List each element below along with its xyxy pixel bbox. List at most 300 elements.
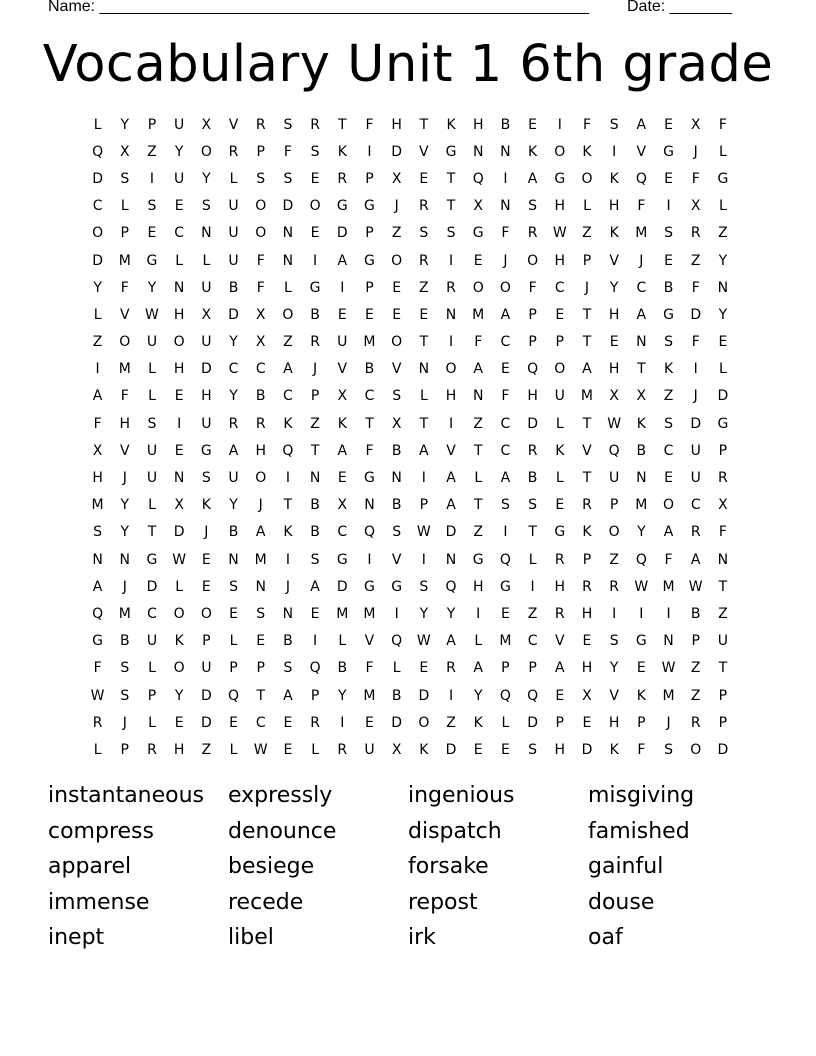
grid-letter: R <box>582 497 592 514</box>
grid-letter: Z <box>609 551 619 568</box>
grid-letter: H <box>173 741 185 758</box>
grid-letter: U <box>201 415 212 432</box>
grid-letter: F <box>691 279 700 296</box>
grid-letter: E <box>174 388 184 405</box>
grid-letter: Z <box>147 143 157 160</box>
grid-letter: Q <box>608 442 620 459</box>
grid-letter: B <box>500 116 511 133</box>
grid-letter: A <box>473 361 483 378</box>
grid-letter: S <box>664 225 673 242</box>
grid-letter: A <box>500 306 511 323</box>
grid-letter: E <box>555 497 565 514</box>
grid-letter: X <box>609 388 619 405</box>
grid-letter: D <box>445 524 457 541</box>
grid-letter: F <box>120 388 129 405</box>
grid-letter: L <box>392 660 401 677</box>
grid-letter: P <box>718 442 728 459</box>
grid-letter: P <box>256 143 265 160</box>
grid-letter: X <box>174 497 184 514</box>
grid-letter: A <box>310 578 320 595</box>
grid-letter: H <box>581 605 593 622</box>
grid-row <box>84 111 737 138</box>
word-bank-item: inept <box>48 925 105 950</box>
grid-letter: P <box>202 633 211 650</box>
grid-letter: X <box>201 116 212 133</box>
grid-letter: V <box>636 143 647 160</box>
name-field-label: Name: _______________________________________________________ <box>48 0 589 15</box>
grid-letter: K <box>609 225 619 242</box>
grid-letter: C <box>500 442 511 459</box>
grid-letter: J <box>285 578 290 595</box>
grid-letter: T <box>718 660 728 677</box>
grid-letter: G <box>364 198 375 215</box>
grid-letter: U <box>690 470 701 487</box>
grid-letter: K <box>283 524 293 541</box>
grid-letter: P <box>365 170 374 187</box>
grid-letter: L <box>148 714 156 731</box>
grid-row <box>84 301 737 328</box>
grid-letter: K <box>555 442 565 459</box>
grid-letter: F <box>501 388 510 405</box>
grid-letter: Y <box>229 388 238 405</box>
grid-letter: G <box>663 143 674 160</box>
grid-letter: M <box>499 633 512 650</box>
grid-letter: Y <box>637 524 646 541</box>
grid-letter: E <box>256 633 266 650</box>
grid-letter: A <box>473 660 483 677</box>
grid-letter: Y <box>120 524 130 541</box>
grid-letter: O <box>418 714 430 731</box>
grid-letter: U <box>364 741 375 758</box>
grid-letter: X <box>582 687 592 704</box>
grid-letter: Y <box>718 306 728 323</box>
grid-letter: G <box>717 170 729 187</box>
grid-letter: D <box>282 198 294 215</box>
grid-letter: K <box>201 497 211 514</box>
grid-letter: B <box>119 633 130 650</box>
grid-letter: M <box>635 497 648 514</box>
grid-letter: A <box>283 687 293 704</box>
grid-letter: S <box>528 741 538 758</box>
grid-letter: S <box>664 741 673 758</box>
grid-letter: V <box>119 442 130 459</box>
grid-letter: P <box>120 225 129 242</box>
grid-letter: R <box>446 279 456 296</box>
grid-letter: J <box>313 361 318 378</box>
grid-letter: H <box>255 442 266 459</box>
grid-letter: E <box>201 551 211 568</box>
grid-letter: X <box>636 388 647 405</box>
grid-letter: I <box>367 143 372 160</box>
word-bank-item: expressly <box>228 783 333 808</box>
grid-letter: U <box>174 116 185 133</box>
grid-letter: E <box>636 660 646 677</box>
grid-letter: A <box>500 470 511 487</box>
grid-letter: N <box>445 306 457 323</box>
grid-letter: O <box>608 524 620 541</box>
grid-letter: I <box>476 605 481 622</box>
grid-letter: P <box>691 633 700 650</box>
grid-letter: L <box>229 741 238 758</box>
grid-letter: Z <box>690 687 701 704</box>
grid-letter: Q <box>92 143 104 160</box>
grid-letter: O <box>173 334 185 351</box>
grid-letter: E <box>609 334 619 351</box>
grid-row <box>84 519 737 546</box>
grid-letter: N <box>418 361 430 378</box>
grid-letter: J <box>584 279 590 296</box>
grid-letter: L <box>148 660 156 677</box>
grid-letter: E <box>283 741 293 758</box>
grid-letter: S <box>120 660 130 677</box>
grid-letter: Y <box>609 279 619 296</box>
grid-letter: U <box>201 660 212 677</box>
grid-letter: U <box>690 442 701 459</box>
grid-letter: E <box>582 714 592 731</box>
grid-letter: M <box>118 605 131 622</box>
grid-letter: Q <box>309 660 321 677</box>
grid-letter: L <box>93 741 102 758</box>
grid-letter: R <box>609 578 620 595</box>
grid-letter: E <box>310 225 320 242</box>
grid-letter: U <box>174 170 185 187</box>
grid-letter: G <box>336 551 348 568</box>
grid-letter: L <box>148 497 156 514</box>
grid-letter: H <box>554 198 566 215</box>
grid-letter: T <box>310 442 320 459</box>
word-bank-item: irk <box>408 925 436 950</box>
grid-letter: S <box>419 578 429 595</box>
grid-letter: R <box>337 170 348 187</box>
grid-letter: P <box>528 334 537 351</box>
word-bank-item: misgiving <box>588 783 695 808</box>
grid-letter: K <box>473 714 483 731</box>
grid-letter: S <box>310 551 320 568</box>
grid-letter: P <box>528 660 537 677</box>
grid-letter: F <box>256 252 265 269</box>
grid-letter: D <box>391 143 403 160</box>
grid-letter: J <box>666 714 671 731</box>
grid-letter: R <box>690 225 701 242</box>
grid-letter: D <box>690 415 702 432</box>
grid-letter: F <box>664 551 673 568</box>
grid-letter: I <box>693 361 698 378</box>
grid-letter: L <box>120 198 129 215</box>
grid-letter: Y <box>174 687 184 704</box>
grid-letter: F <box>474 334 483 351</box>
grid-row <box>84 138 737 165</box>
grid-letter: G <box>336 198 348 215</box>
grid-letter: P <box>256 660 265 677</box>
grid-letter: W <box>607 415 622 432</box>
grid-letter: I <box>612 605 617 622</box>
grid-letter: G <box>554 524 566 541</box>
grid-letter: S <box>256 170 266 187</box>
grid-letter: P <box>147 687 157 704</box>
grid-letter: I <box>421 470 426 487</box>
grid-letter: L <box>175 578 184 595</box>
grid-row <box>84 247 737 274</box>
grid-letter: N <box>636 470 647 487</box>
grid-letter: T <box>419 415 429 432</box>
grid-letter: F <box>691 170 700 187</box>
grid-letter: Z <box>391 225 402 242</box>
grid-letter: H <box>445 388 457 405</box>
grid-letter: T <box>582 306 592 323</box>
grid-letter: O <box>92 225 104 242</box>
grid-letter: I <box>639 605 644 622</box>
grid-letter: A <box>92 388 103 405</box>
grid-letter: Y <box>120 116 130 133</box>
word-bank-item: besiege <box>228 854 315 879</box>
grid-letter: G <box>554 170 566 187</box>
grid-letter: R <box>255 415 266 432</box>
grid-letter: S <box>120 687 130 704</box>
grid-letter: G <box>364 252 375 269</box>
word-bank-item: recede <box>228 889 304 915</box>
grid-letter: S <box>528 497 538 514</box>
grid-letter: I <box>285 470 290 487</box>
grid-letter: Z <box>310 415 320 432</box>
grid-letter: N <box>500 143 511 160</box>
grid-letter: E <box>473 741 483 758</box>
grid-letter: O <box>554 361 566 378</box>
grid-letter: Z <box>473 415 484 432</box>
grid-letter: G <box>663 306 674 323</box>
grid-letter: D <box>445 741 457 758</box>
grid-letter: E <box>664 470 673 487</box>
grid-letter: U <box>228 198 239 215</box>
grid-letter: A <box>636 116 647 133</box>
grid-letter: Q <box>282 442 294 459</box>
grid-letter: I <box>394 605 399 622</box>
grid-letter: O <box>119 334 131 351</box>
page-title: Vocabulary Unit 1 6th grade <box>42 35 774 94</box>
grid-letter: H <box>173 361 185 378</box>
grid-letter: A <box>228 442 239 459</box>
grid-letter: S <box>664 334 673 351</box>
grid-letter: P <box>555 334 564 351</box>
grid-letter: U <box>201 279 212 296</box>
grid-letter: Y <box>446 605 456 622</box>
grid-letter: R <box>418 252 429 269</box>
grid-letter: S <box>283 170 293 187</box>
grid-letter: P <box>501 660 510 677</box>
grid-letter: O <box>391 334 403 351</box>
grid-row <box>84 329 737 356</box>
grid-letter: I <box>313 633 318 650</box>
grid-letter: Q <box>635 170 647 187</box>
grid-letter: A <box>419 442 429 459</box>
grid-letter: X <box>201 306 212 323</box>
grid-letter: H <box>472 578 484 595</box>
grid-letter: B <box>663 279 674 296</box>
grid-letter: S <box>93 524 103 541</box>
grid-letter: E <box>174 714 184 731</box>
grid-letter: M <box>336 605 349 622</box>
grid-letter: H <box>527 388 538 405</box>
grid-letter: G <box>445 143 457 160</box>
grid-letter: F <box>93 415 102 432</box>
grid-letter: O <box>472 279 484 296</box>
grid-letter: O <box>200 143 212 160</box>
grid-letter: B <box>310 306 320 323</box>
grid-letter: N <box>500 198 511 215</box>
grid-letter: E <box>229 605 238 622</box>
grid-letter: M <box>662 687 675 704</box>
grid-row <box>84 437 737 464</box>
grid-letter: Q <box>363 524 375 541</box>
grid-letter: J <box>639 252 644 269</box>
grid-letter: O <box>255 470 267 487</box>
grid-letter: Z <box>690 252 701 269</box>
grid-letter: P <box>555 714 564 731</box>
grid-letter: D <box>581 741 593 758</box>
grid-letter: E <box>664 252 673 269</box>
grid-letter: T <box>256 687 265 704</box>
grid-letter: V <box>228 116 239 133</box>
grid-letter: L <box>311 741 319 758</box>
grid-letter: E <box>664 170 673 187</box>
grid-letter: L <box>555 415 564 432</box>
grid-letter: F <box>718 524 727 541</box>
grid-letter: I <box>448 415 454 432</box>
grid-letter: E <box>147 225 157 242</box>
grid-letter: I <box>503 170 508 187</box>
grid-letter: Y <box>419 605 429 622</box>
grid-letter: M <box>662 578 675 595</box>
grid-letter: F <box>718 116 727 133</box>
word-bank-item: gainful <box>588 854 664 879</box>
grid-letter: I <box>557 116 562 133</box>
grid-letter: S <box>500 497 510 514</box>
grid-letter: D <box>200 361 212 378</box>
grid-row <box>84 573 737 600</box>
grid-letter: A <box>636 306 647 323</box>
grid-letter: A <box>527 170 538 187</box>
grid-letter: I <box>503 524 508 541</box>
grid-letter: O <box>499 279 511 296</box>
grid-letter: J <box>394 198 399 215</box>
grid-letter: L <box>148 388 156 405</box>
grid-letter: Y <box>93 279 102 296</box>
grid-letter: D <box>92 252 103 269</box>
grid-letter: I <box>448 252 454 269</box>
grid-letter: V <box>391 551 402 568</box>
grid-letter: Z <box>419 279 429 296</box>
word-bank-item: forsake <box>408 854 489 879</box>
grid-letter: R <box>718 470 728 487</box>
grid-row <box>84 600 737 627</box>
grid-letter: B <box>364 361 375 378</box>
grid-letter: X <box>391 741 402 758</box>
grid-letter: S <box>120 170 130 187</box>
grid-letter: C <box>174 225 185 242</box>
grid-letter: Q <box>635 551 647 568</box>
grid-letter: S <box>419 225 429 242</box>
grid-letter: E <box>664 116 673 133</box>
grid-letter: R <box>554 605 565 622</box>
grid-letter: L <box>148 361 156 378</box>
grid-letter: C <box>337 524 348 541</box>
grid-letter: E <box>392 306 402 323</box>
grid-row <box>84 736 737 763</box>
grid-letter: O <box>173 660 185 677</box>
grid-letter: X <box>337 388 348 405</box>
grid-letter: G <box>364 578 375 595</box>
grid-letter: S <box>609 633 619 650</box>
grid-letter: V <box>419 143 429 160</box>
grid-row <box>84 464 737 491</box>
grid-letter: U <box>201 334 212 351</box>
grid-letter: D <box>418 687 430 704</box>
grid-row <box>84 492 737 519</box>
grid-letter: D <box>200 714 212 731</box>
grid-letter: S <box>310 143 320 160</box>
grid-row <box>84 628 737 655</box>
grid-letter: E <box>555 306 565 323</box>
grid-letter: S <box>229 578 238 595</box>
grid-letter: E <box>582 633 592 650</box>
word-bank-item: famished <box>588 818 690 844</box>
grid-letter: P <box>365 279 374 296</box>
grid-letter: R <box>92 714 103 731</box>
grid-letter: Z <box>718 605 728 622</box>
grid-letter: L <box>419 388 428 405</box>
grid-letter: T <box>419 334 429 351</box>
grid-letter: V <box>337 361 348 378</box>
word-bank-item: repost <box>408 889 478 915</box>
grid-letter: W <box>416 633 431 650</box>
grid-letter: I <box>313 252 318 269</box>
grid-letter: J <box>258 497 263 514</box>
grid-letter: T <box>365 415 374 432</box>
grid-letter: U <box>228 252 239 269</box>
grid-letter: F <box>637 198 646 215</box>
grid-letter: L <box>583 198 591 215</box>
grid-letter: J <box>204 524 209 541</box>
grid-letter: D <box>173 524 185 541</box>
grid-letter: M <box>118 252 131 269</box>
grid-letter: O <box>255 225 267 242</box>
grid-letter: Q <box>472 170 484 187</box>
grid-letter: F <box>365 116 374 133</box>
grid-letter: E <box>337 306 347 323</box>
grid-letter: P <box>582 252 592 269</box>
grid-letter: D <box>200 687 212 704</box>
grid-letter: I <box>95 361 100 378</box>
word-search-grid <box>84 111 737 764</box>
word-bank-item: instantaneous <box>48 783 205 808</box>
grid-letter: L <box>719 198 727 215</box>
word-bank-item: ingenious <box>408 783 515 808</box>
grid-letter: V <box>446 442 456 459</box>
grid-letter: S <box>201 470 211 487</box>
grid-letter: W <box>688 578 703 595</box>
grid-letter: J <box>122 578 127 595</box>
grid-letter: B <box>690 605 701 622</box>
grid-letter: D <box>146 578 158 595</box>
grid-letter: U <box>228 470 239 487</box>
grid-letter: L <box>93 116 102 133</box>
grid-letter: P <box>582 551 592 568</box>
grid-letter: P <box>147 116 157 133</box>
grid-letter: A <box>446 633 456 650</box>
grid-letter: K <box>663 361 674 378</box>
grid-letter: S <box>446 225 456 242</box>
grid-letter: J <box>503 252 508 269</box>
grid-letter: P <box>310 388 320 405</box>
